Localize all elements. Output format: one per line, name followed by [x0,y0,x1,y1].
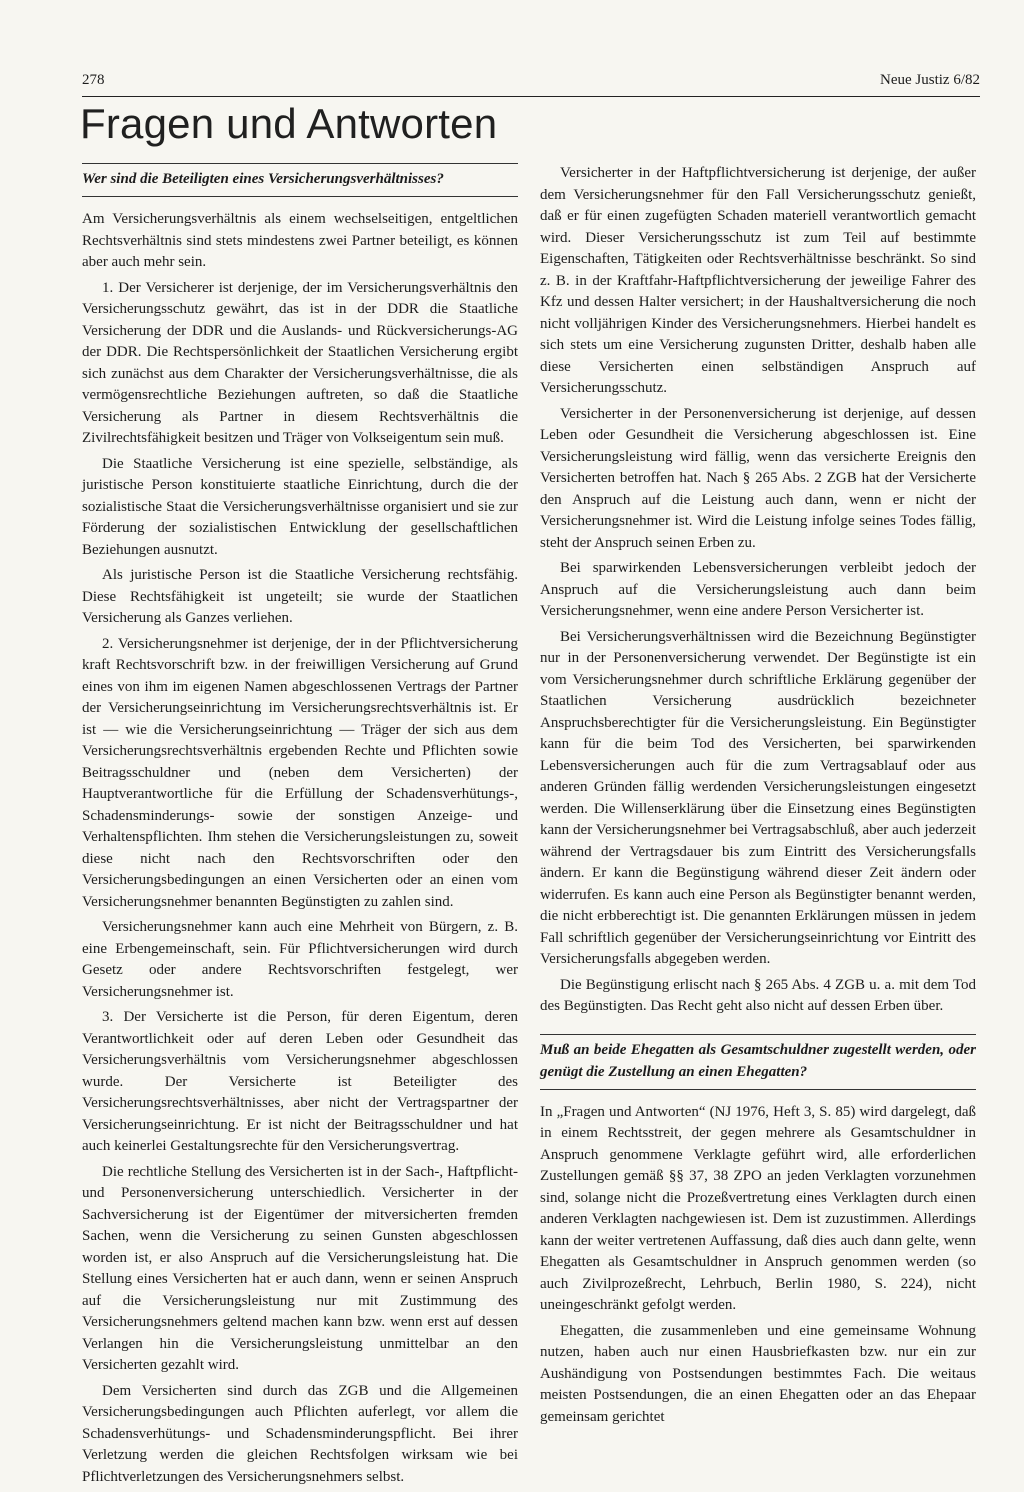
paragraph: Als juristische Person ist die Staatliche Versicherung rechtsfähig. Diese Rechtsfähigkeit ist ungeteilt; sie wurde der Staatlichen Versicherung als Ganzes verliehen. [82,567,518,626]
section-title: Fragen und Antworten [80,100,498,147]
paragraph: Die Begünstigung erlischt nach § 265 Abs. 4 ZGB u. a. mit dem Tod des Begünstigten. Das Recht geht also nicht auf dessen Erben über. [540,976,976,1014]
paragraph: Die Staatliche Versicherung ist eine spezielle, selbständige, als juristische Person konstituierte staatliche Einrichtung, durch die der sozialistische Staat die Versicherungsverhältnisse organisiert und sie zur Förderung der sozialistischen Entwicklung der gesellschaftlichen Beziehungen ausnutzt. [82,455,518,558]
paragraph: 2. Versicherungsnehmer ist derjenige, der in der Pflichtversicherung kraft Rechtsvorschrift bzw. in der freiwilligen Versicherung auf Grund eines von ihm im eigenen Namen abgeschlossenen Vertrags der Partner der Versicherungseinrichtung im Versicherungsrechtsverhältnis ist. Er ist — wie die Versicherungseinrichtung — Träger der sich aus dem Versicherungsrechtsverhältnis ergebenden Rechte und Pflichten sowie Beitragsschuldner und (neben dem Versicherten) der Hauptverantwortliche für die Erfüllung der Schadensverhütungs-, Schadensminderungs- sowie der sonstigen Anzeige- und Verhaltenspflichten. Ihm stehen die Versicherungsleistungen zu, soweit diese nicht nach den Rechtsvorschriften oder den Versicherungsbedingungen an einen Versicherten oder an einen vom Versicherungsnehmer benannten Begünstigten zu zahlen sind. [82,635,518,910]
paragraph: Versicherungsnehmer kann auch eine Mehrheit von Bürgern, z. B. eine Erbengemeinschaft, sein. Für Pflichtversicherungen wird durch Gesetz oder andere Rechtsvorschriften festgelegt, wer Versicherungsnehmer ist. [82,919,518,1000]
paragraph: Bei sparwirkenden Lebensversicherungen verbleibt jedoch der Anspruch auf die Versicherungsleistung auch dann beim Versicherungsnehmer, wenn eine andere Person Versicherter ist. [540,560,976,619]
paragraph: Versicherter in der Personenversicherung ist derjenige, auf dessen Leben oder Gesundheit die Versicherung abgeschlossen ist. Eine Versicherungsleistung wird fällig, wenn das versicherte Ereignis den Versicherten betroffen hat. Nach § 265 Abs. 2 ZGB hat der Versicherte den Anspruch auf die Leistung auch dann, wenn er nicht der Versicherungsnehmer ist. Wird die Leistung infolge seines Todes fällig, steht der Anspruch seinen Erben zu. [540,405,976,551]
left-column [82,163,518,1492]
paragraph: 3. Der Versicherte ist die Person, für deren Eigentum, deren Verantwortlichkeit oder auf deren Leben oder Gesundheit das Versicherungsverhältnis vom Versicherungsnehmer abgeschlossen wurde. Der Versicherte ist Beteiligter des Versicherungsrechtsverhältnisses, aber nicht der Vertragspartner der Versicherungseinrichtung. Er ist nicht der Beitragsschuldner und hat auch keinerlei Gestaltungsrechte für den Versicherungsvertrag. [82,1009,518,1154]
paragraph: Bei Versicherungsverhältnissen wird die Bezeichnung Begünstigter nur in der Personenversicherung verwendet. Der Begünstigte ist ein vom Versicherungsnehmer durch schriftliche Erklärung gegenüber der Staatlichen Versicherung ausdrücklich bezeichneter Anspruchsberechtigter für die Versicherungsleistung. Ein Begünstigter kann für die beim Tod des Versicherten, bei sparwirkenden Lebensversicherungen auch für die zum Vertragsablauf oder aus anderen Gründen fällig werdenden Versicherungsleistungen eingesetzt werden. Die Willenserklärung über die Einsetzung eines Begünstigten kann der Versicherungsnehmer bei Vertragsabschluß, aber auch jederzeit während der Vertragsdauer bis zum Eintritt des Versicherungsfalls ändern. Er kann die Begünstigung während dieser Zeit ändern oder widerrufen. Es kann auch eine Person als Begünstigter benannt werden, die nicht erbberechtigt ist. Die genannten Erklärungen müssen in jedem Fall schriftlich gegenüber der Versicherungseinrichtung vor Eintritt des Versicherungsfalls abgegeben werden. [540,628,976,967]
paragraph: Dem Versicherten sind durch das ZGB und die Allgemeinen Versicherungsbedingungen auch Pflichten auferlegt, vor allem die Schadensverhütungs- und Schadensminderungspflicht. Bei ihrer Verletzung werden die gleichen Rechtsfolgen wirksam wie bei Pflichtverletzungen des Versicherungsnehmers selbst. [82,1382,518,1485]
paragraph: Ehegatten, die zusammenleben und eine gemeinsame Wohnung nutzen, haben auch nur einen Hausbriefkasten bzw. nur ein zur Aushändigung von Postsendungen bestimmtes Fach. Die weitaus meisten Postsendungen, die an einen Ehegatten oder an das Ehepaar gemeinsam gerichtet [540,1322,976,1425]
page-header [82,70,980,97]
question-2: Muß an beide Ehegatten als Gesamtschuldner zugestellt werden, oder genügt die Zustellung an einen Ehegatten? [540,1034,976,1090]
paragraph: Die rechtliche Stellung des Versicherten ist in der Sach-, Haftpflicht- und Personenversicherung unterschiedlich. Versicherter in der Sachversicherung ist der Eigentümer der mitversicherten fremden Sachen, wenn die Versicherung zu seinen Gunsten abgeschlossen worden ist, er also Anspruch auf die Versicherungsleistung hat. Die Stellung eines Versicherten hat er auch dann, wenn er seinen Anspruch auf die Versicherungsleistung nur mit Zustimmung des Versicherungsnehmers geltend machen kann bzw. wenn erst auf dessen Verlangen hin die Versicherungsleistung unmittelbar an den Versicherten gezahlt wird. [82,1163,518,1373]
right-column [540,163,976,1432]
journal-title: Neue Justiz 6/82 [880,72,980,88]
question-1: Wer sind die Beteiligten eines Versicherungsverhältnisses? [82,163,518,197]
paragraph: Versicherter in der Haftpflichtversicherung ist derjenige, der außer dem Versicherungsnehmer für den Fall Versicherungsschutz genießt, daß er für einen zugefügten Schaden materiell verantwortlich gemacht wird. Dieser Versicherungsschutz ist zum Teil auf bestimmte Eigenschaften, Tätigkeiten oder Rechtsverhältnisse beschränkt. So sind z. B. in der Kraftfahr-Haftpflichtversicherung der jeweilige Fahrer des Kfz und dessen Halter versichert; in der Haushaltversicherung die noch nicht volljährigen Kinder des Versicherungsnehmers. Hierbei handelt es sich stets um eine Versicherung zugunsten Dritter, deshalb haben alle diese Versicherten einen selbständigen Anspruch auf Versicherungsschutz. [540,165,976,396]
paragraph: Am Versicherungsverhältnis als einem wechselseitigen, entgeltlichen Rechtsverhältnis sind stets mindestens zwei Partner beteiligt, es können aber auch mehr sein. [82,211,518,270]
paragraph: 1. Der Versicherer ist derjenige, der im Versicherungsverhältnis den Versicherungsschutz gewährt, das ist in der DDR die Staatliche Versicherung der DDR und die Auslands- und Rückversicherungs-AG der DDR. Die Rechtspersönlichkeit der Staatlichen Versicherung ergibt sich zunächst aus dem Charakter der Versicherungsverhältnisse, die als vermögensrechtliche Beziehungen auftreten, so daß die Staatliche Versicherung als Partner in diesem Rechtsverhältnis die Zivilrechtsfähigkeit besitzen und Träger von Volkseigentum sein muß. [82,279,518,446]
page-number: 278 [82,72,105,88]
paragraph: In „Fragen und Antworten“ (NJ 1976, Heft 3, S. 85) wird dargelegt, daß in einem Rechtsstreit, der gegen mehrere als Gesamtschuldner in Anspruch genommene Verklagte geführt wird, alle erforderlichen Zustellungen gemäß §§ 37, 38 ZPO an jeden Verklagten vorzunehmen sind, solange nicht die Prozeßvertretung eines Verklagten durch einen anderen Verklagten nachgewiesen ist. Dem ist zuzustimmen. Allerdings kann der weiter vertretenen Auffassung, daß dies auch dann gelte, wenn Ehegatten als Gesamtschuldner in Anspruch genommen werden (so auch Zivilprozeßrecht, Lehrbuch, Berlin 1980, S. 224), nicht uneingeschränkt gefolgt werden. [540,1103,976,1313]
